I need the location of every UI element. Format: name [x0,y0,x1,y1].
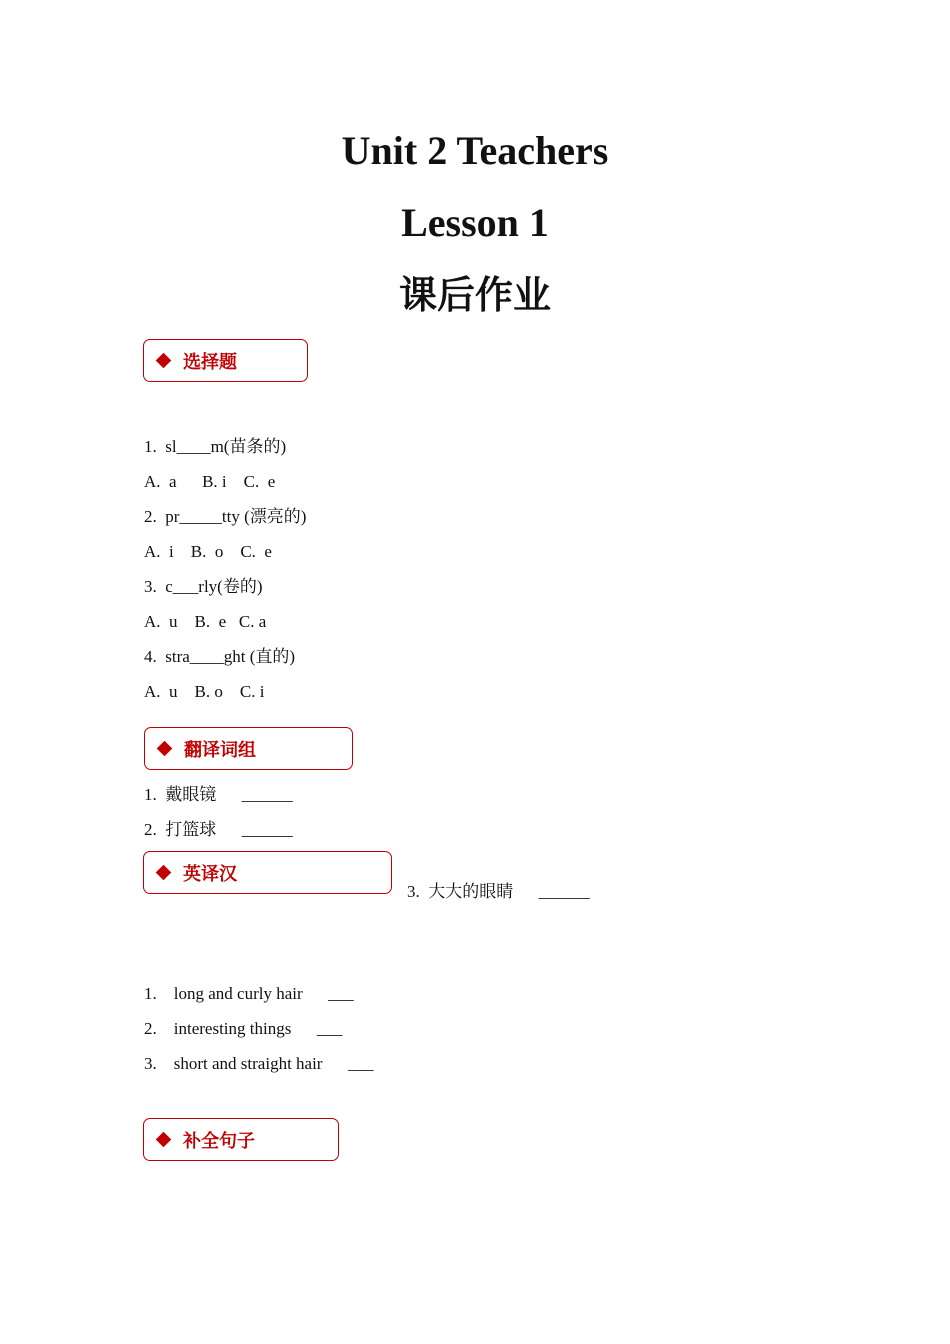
section-title: 翻译词组 [184,739,256,761]
section-header-complete-sentences [143,1118,339,1161]
options-4: A. u B. o C. i [144,682,265,701]
section-header-en-to-cn [143,851,392,894]
section-title: 选择题 [183,351,237,373]
options-3: A. u B. e C. a [144,612,267,631]
diamond-icon [156,865,172,881]
en-item-2: 2. interesting things ___ [144,1019,343,1038]
diamond-icon [156,353,172,369]
phrase-item-3: 3. 大大的眼睛 ______ [407,882,590,901]
en-item-1: 1. long and curly hair ___ [144,984,354,1003]
question-2: 2. pr_____tty (漂亮的) [144,507,307,526]
en-item-3: 3. short and straight hair ___ [144,1054,374,1073]
question-3: 3. c___rly(卷的) [144,577,263,596]
question-1: 1. sl____m(苗条的) [144,437,287,456]
unit-title: Unit 2 Teachers [341,128,609,173]
lesson-title: Lesson 1 [401,200,549,245]
diamond-icon [156,1132,172,1148]
options-2: A. i B. o C. e [144,542,272,561]
options-1: A. a B. i C. e [144,472,276,491]
diamond-icon [157,741,173,757]
question-4: 4. stra____ght (直的) [144,647,296,666]
section-header-translate-phrases [144,727,353,770]
section-title: 英译汉 [183,863,237,885]
section-title: 补全句子 [183,1130,255,1152]
phrase-item-1: 1. 戴眼镜 ______ [144,785,293,804]
section-header-choice [143,339,308,382]
phrase-item-2: 2. 打篮球 ______ [144,820,293,839]
homework-title: 课后作业 [398,273,551,317]
